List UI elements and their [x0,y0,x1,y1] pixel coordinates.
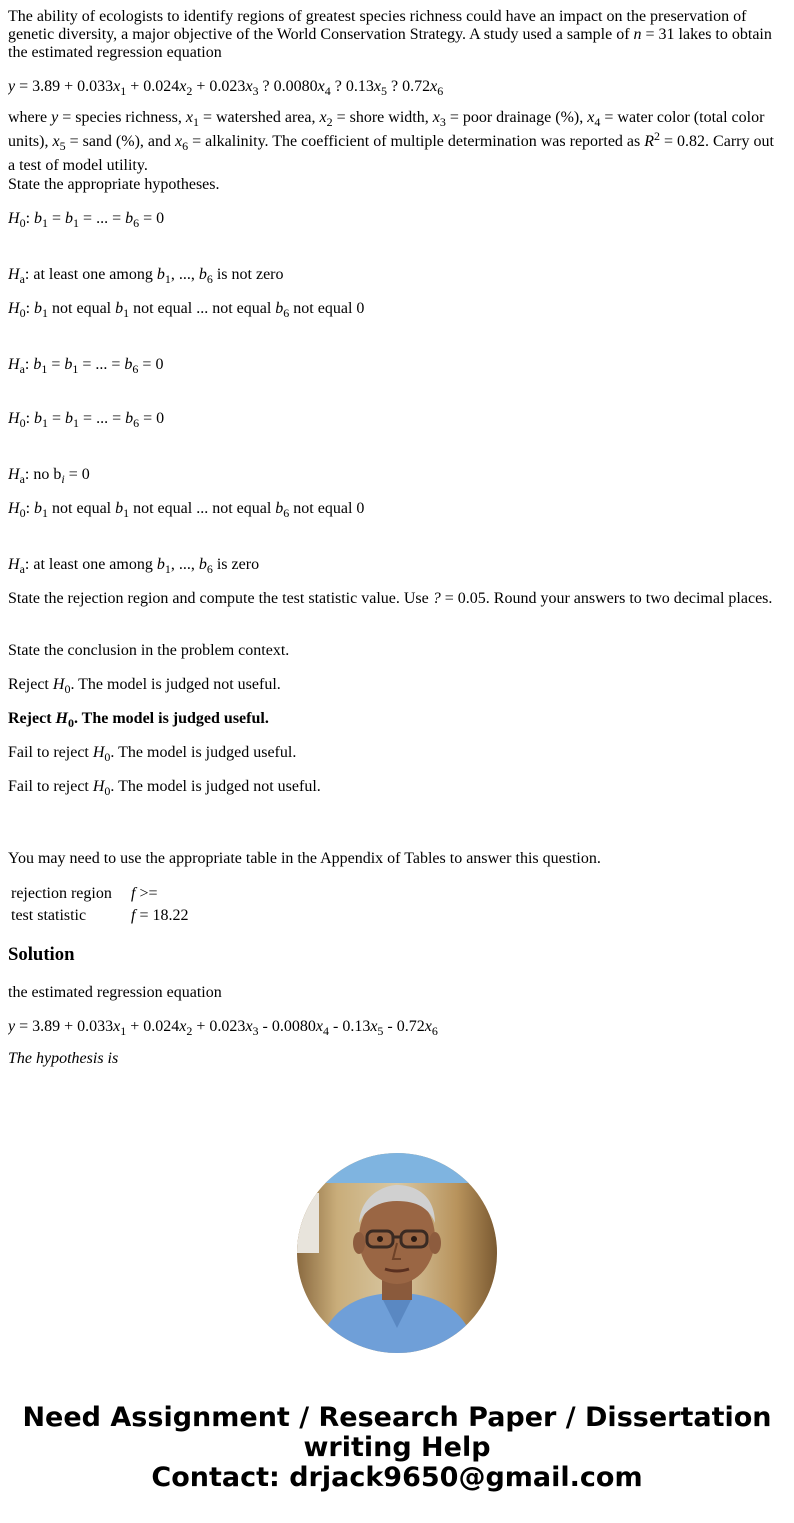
conclusion-option-3[interactable]: Fail to reject $H_0$. The model is judged useful. [8,744,297,764]
hypothesis-option-3[interactable] [8,410,784,484]
conclusion-option-1[interactable]: Reject $H_0$. The model is judged not useful. [8,676,281,696]
rejection-region-label: rejection region [11,885,112,902]
appendix-note: You may need to use the appropriate table in the Appendix of Tables to answer this question. [8,850,601,867]
ha-statement: $H_a$: $b_1 = b_1$ = ... = $b_6 = 0$ [8,356,164,376]
promo-line-2: writing Help [303,1432,491,1463]
test-statistic-row [10,906,189,926]
variable-definitions: where y = species richness, $x_1$ = watershed area, $x_2$ = shore width, $x_3$ = poor drainage (%), $x_4$ = water color (total color units), $x_5$ = sand (%), and $x_6$ = alkalinity. The coefficient of multiple determination was reported as $R^2 = 0.82$. Carry out a test of model utility. [8,109,774,174]
author-avatar [297,1153,497,1353]
hypothesis-option-1[interactable] [8,210,784,284]
answer-table [8,882,191,928]
h0-statement: $H_0$: $b_1$ not equal $b_1$ not equal ... not equal $b_6$ not equal 0 [8,300,365,320]
conclusion-option-4[interactable]: Fail to reject $H_0$. The model is judged not useful. [8,778,321,798]
hypotheses-prompt: State the appropriate hypotheses. [8,176,220,193]
hypothesis-option-2[interactable] [8,300,784,374]
ha-statement: $H_a$: at least one among $b_1$, ..., $b_6$ is not zero [8,266,284,286]
hypothesis-option-4[interactable] [8,500,784,574]
ha-statement: $H_a$: at least one among $b_1$, ..., $b_6$ is zero [8,556,260,576]
rejection-region-value[interactable]: f >= [131,885,158,902]
rejection-region-row [10,884,189,904]
solution-hypothesis-line: The hypothesis is [8,1050,119,1067]
ha-statement: $H_a$: no $b_i = 0$ [8,466,90,486]
question-regression-equation: $y = 3.89 + 0.033x_1 + 0.024x_2 + 0.023x_3$ ? $0.0080x_4$ ? $0.13x_5$ ? $0.72x_6$ [8,78,444,98]
solution-intro: the estimated regression equation [8,984,222,1001]
conclusion-option-2-selected[interactable]: Reject $H_0$. The model is judged useful. [8,710,269,730]
solution-heading: Solution [8,944,75,965]
intro-paragraph: The ability of ecologists to identify regions of greatest species richness could have an impact on the preservation of genetic diversity, a major objective of the World Conservation Strategy. A study used a sample of n = 31 lakes to obtain the estimated regression equation [8,8,772,61]
promo-contact-line[interactable]: Contact: drjack9650@gmail.com [151,1462,643,1493]
h0-statement: $H_0$: $b_1 = b_1$ = ... = $b_6 = 0$ [8,210,165,230]
document-content [8,8,784,1122]
promo-banner [0,1403,794,1493]
rejection-region-prompt: State the rejection region and compute the test statistic value. Use ? = 0.05. Round your answers to two decimal places. [8,590,773,607]
conclusion-prompt: State the conclusion in the problem context. [8,642,290,659]
solution-regression-equation: $y = 3.89 + 0.033x_1 + 0.024x_2 + 0.023x_3 - 0.0080x_4 - 0.13x_5 - 0.72x_6$ [8,1018,438,1038]
test-statistic-value[interactable]: f = 18.22 [131,907,189,924]
test-statistic-label: test statistic [11,907,87,924]
h0-statement: $H_0$: $b_1 = b_1$ = ... = $b_6 = 0$ [8,410,165,430]
promo-line-1: Need Assignment / Research Paper / Dissertation [22,1402,772,1433]
h0-statement: $H_0$: $b_1$ not equal $b_1$ not equal ... not equal $b_6$ not equal 0 [8,500,365,520]
author-portrait-image [297,1153,497,1353]
